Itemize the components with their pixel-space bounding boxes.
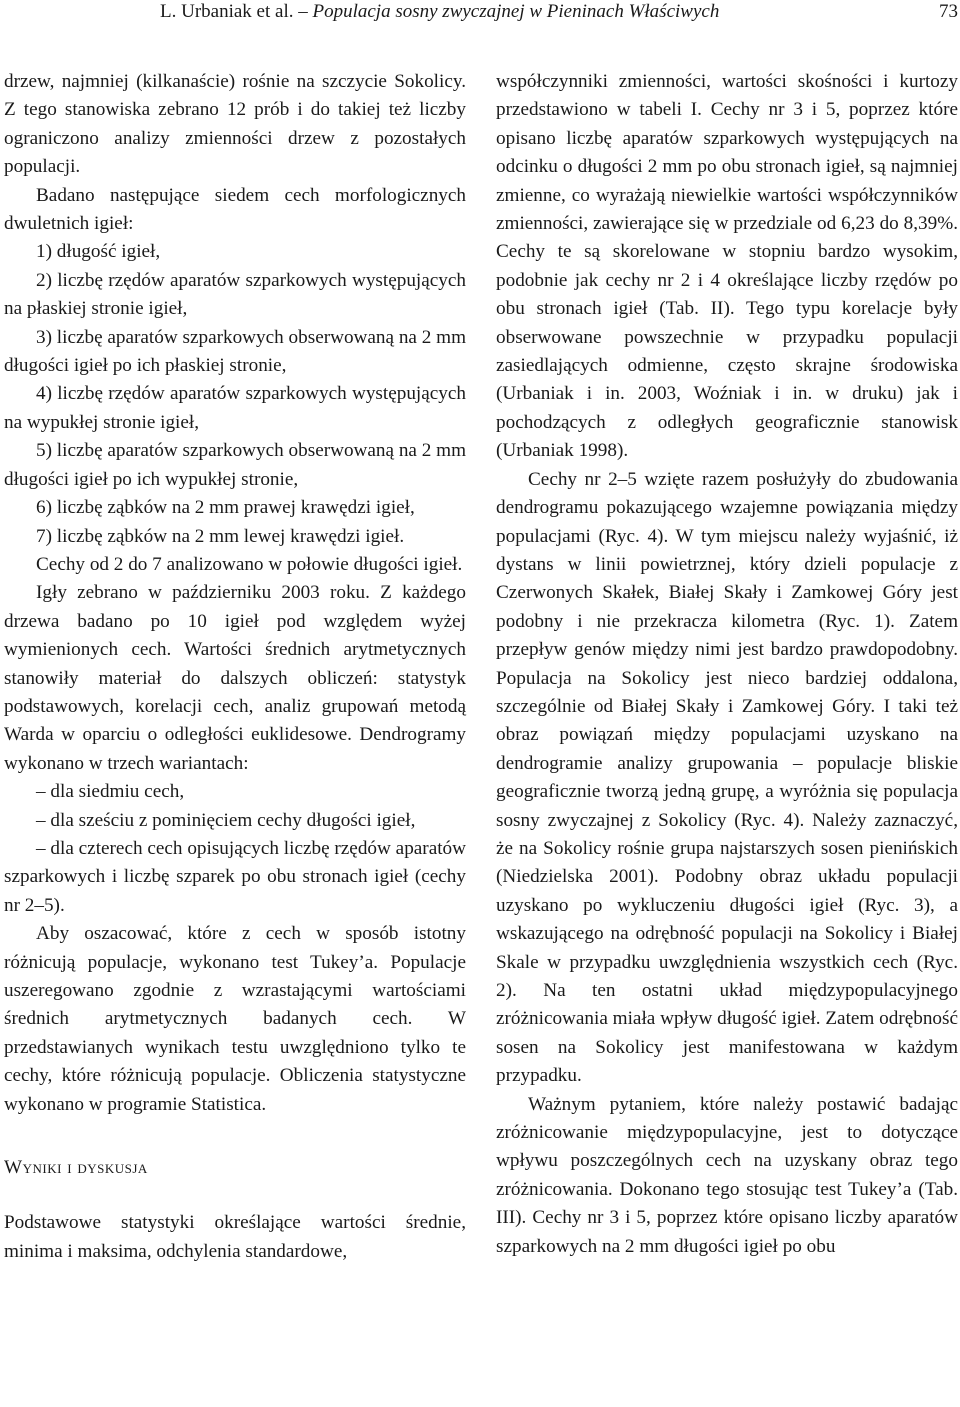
section-heading: Wyniki i dyskusja	[4, 1157, 148, 1179]
left-column	[4, 68, 466, 1266]
paragraph: Cechy od 2 do 7 analizowano w połowie długości igieł.	[36, 553, 463, 575]
running-header	[0, 0, 960, 28]
paragraph: Podstawowe statystyki określające wartości średnie, minima i maksima, odchylenia standardowe,	[4, 1212, 466, 1262]
variant-item: – dla siedmiu cech,	[36, 781, 185, 803]
paragraph: Aby oszacować, które z cech w sposób istotny różnicują populacje, wykonano test Tukey’a. Populacje uszeregowano zgodnie z wzrastającymi wartościami średnich arytmetycznych badanych cech. W przedstawianych wynikach testu uwzględniono tylko te cechy, które różnicują populacje. Obliczenia statystyczne wykonano w programie Statistica.	[4, 923, 466, 1115]
trait-item: 1) długość igieł,	[36, 241, 161, 263]
page-number: 73	[939, 1, 958, 22]
trait-item: 2) liczbę rzędów aparatów szparkowych występujących na płaskiej stronie igieł,	[4, 269, 466, 320]
header-article-title: – Populacja sosny zwyczajnej w Pieninach Właściwych	[293, 1, 720, 22]
trait-item: 3) liczbę aparatów szparkowych obserwowaną na 2 mm długości igieł po ich płaskiej stronie,	[4, 326, 466, 377]
paragraph: Ważnym pytaniem, które należy postawić badając zróżnicowanie międzypopulacyjne, jest to dotyczące wpływu poszczególnych cech na uzyskany obraz tego zróżnicowania. Dokonano tego stosując test Tukey’a (Tab. III). Cechy nr 3 i 5, poprzez które opisano liczby aparatów szparkowych na 2 mm długości igieł po obu	[496, 1093, 958, 1257]
variant-item: – dla sześciu z pominięciem cechy długości igieł,	[36, 809, 416, 831]
header-authors: L. Urbaniak et al.	[160, 1, 294, 22]
trait-item: 5) liczbę aparatów szparkowych obserwowaną na 2 mm długości igieł po ich wypukłej stronie,	[4, 440, 466, 490]
paragraph: Badano następujące siedem cech morfologicznych dwuletnich igieł:	[4, 184, 466, 235]
trait-item: 6) liczbę ząbków na 2 mm prawej krawędzi igieł,	[36, 497, 415, 519]
right-column	[496, 68, 958, 1261]
paragraph: drzew, najmniej (kilkanaście) rośnie na szczycie Sokolicy. Z tego stanowiska zebrano 12 prób i do takiej też liczby ograniczono analizy zmienności drzew z pozostałych populacji.	[4, 71, 466, 178]
variant-item: – dla czterech cech opisujących liczbę rzędów aparatów szparkowych i liczbę szparek po obu stronach igieł (cechy nr 2–5).	[4, 837, 466, 916]
trait-item: 7) liczbę ząbków na 2 mm lewej krawędzi igieł.	[36, 525, 405, 547]
header-title	[160, 0, 719, 24]
paragraph: współczynniki zmienności, wartości skośności i kurtozy przedstawiono w tabeli I. Cechy nr 3 i 5, poprzez które opisano liczbę aparatów szparkowych występujących na odcinku o długości 2 mm po obu stronach igieł, są najmniej zmienne, co wyrażają niewielkie wartości współczynników zmienności, zawierające się w przedziale od 6,23 do 8,39%. Cechy te są skorelowane w stopniu bardzo wysokim, podobnie jak cechy nr 2 i 4 określające liczby rzędów po obu stronach igieł (Tab. II). Tego typu korelacje były obserwowane powszechnie w przypadku populacji zasiedlających odmienne, często skrajne środowiska (Urbaniak i in. 2003, Woźniak i in. w druku) jak i pochodzących z odległych geograficznie stanowisk (Urbaniak 1998).	[496, 71, 958, 462]
paragraph: Cechy nr 2–5 wzięte razem posłużyły do zbudowania dendrogramu pokazującego wzajemne powiązania między populacjami (Ryc. 4). W tym miejscu należy wyjaśnić, iż dystans w linii powietrznej, który dzieli populacje z Czerwonych Skałek, Białej Skały i Zamkowej Góry jest podobny i nie przekracza kilometra (Ryc. 1). Zatem przepływ genów między nimi jest bardzo prawdopodobny. Populacja na Sokolicy jest nieco bardziej oddalona, szczególnie od Białej Skały i Zamkowej Góry. I taki też obraz powiązań między populacjami uzyskano na dendrogramie analizy grupowania – populacje bliskie geograficznie tworzą jedną grupę, a wyróżnia się populacja sosny zwyczajnej z Sokolicy (Ryc. 4). Należy zaznaczyć, że na Sokolicy rośnie grupa najstarszych sosen pienińskich (Niedzielska 2001). Podobny obraz układu populacji uzyskano po wykluczeniu długości igieł (Ryc. 3), a wskazującego na odrębność populacji na Sokolicy i Białej Skale w przypadku uwzględnienia wszystkich cech (Ryc. 2). Na ten ostatni układ międzypopulacyjnego zróżnicowania miała wpływ długość igieł. Zatem odrębność sosen na Sokolicy jest manifestowana w każdym przypadku.	[496, 468, 958, 1087]
paragraph: Igły zebrano w październiku 2003 roku. Z każdego drzewa badano po 10 igieł pod względem wyżej wymienionych cech. Wartości średnich arytmetycznych stanowiły materiał do dalszych obliczeń: statystyk podstawowych, korelacji cech, analiz grupowań metodą Warda w oparciu o odległości euklidesowe. Dendrogramy wykonano w trzech wariantach:	[4, 582, 466, 774]
trait-item: 4) liczbę rzędów aparatów szparkowych występujących na wypukłej stronie igieł,	[4, 383, 466, 433]
